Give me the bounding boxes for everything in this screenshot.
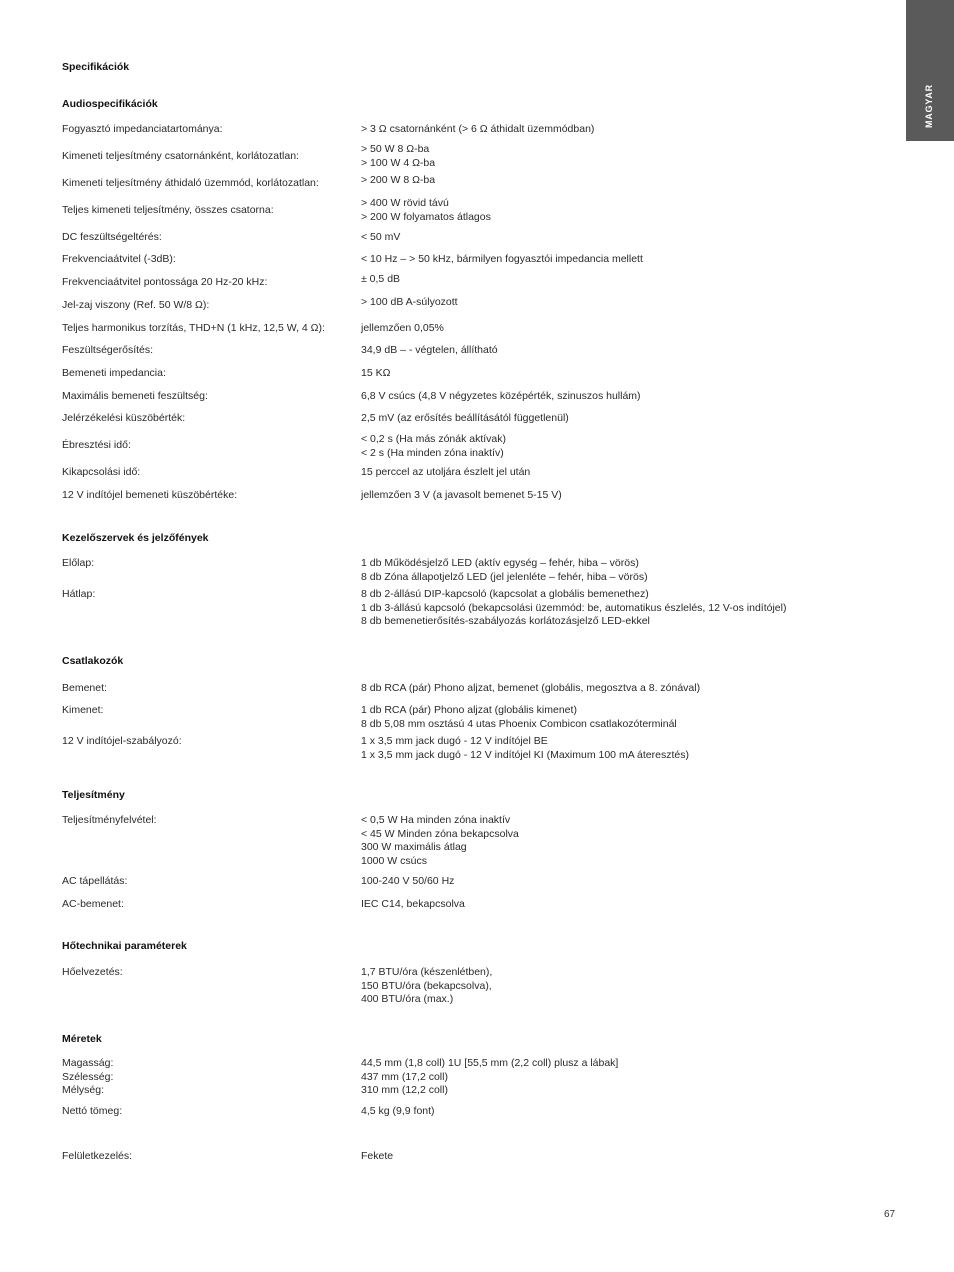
spec-label: Teljes harmonikus torzítás, THD+N (1 kHz, 12,5 W, 4 Ω): (62, 322, 325, 334)
spec-label: Előlap: (62, 557, 95, 569)
spec-value-line: 2,5 mV (az erősítés beállításától függetlenül) (361, 412, 569, 424)
language-tab-label: MAGYAR (924, 84, 935, 128)
spec-label: Kikapcsolási idő: (62, 466, 141, 478)
section-title-power: Teljesítmény (62, 789, 125, 801)
spec-value (361, 143, 881, 170)
spec-value (361, 322, 881, 336)
spec-value (361, 390, 881, 404)
spec-label-line: Mélység: (62, 1084, 105, 1097)
spec-value-line: > 3 Ω csatornánként (> 6 Ω áthidalt üzemmódban) (361, 123, 595, 135)
spec-label: Teljesítményfelvétel: (62, 814, 157, 826)
spec-value-line: 8 db 2-állású DIP-kapcsoló (kapcsolat a globális bemenethez) (361, 588, 649, 600)
spec-value-line: < 45 W Minden zóna bekapcsolva (361, 827, 519, 840)
spec-value-line: 1 db Működésjelző LED (aktív egység – fehér, hiba – vörös) (361, 557, 639, 569)
spec-value-line: 8 db bemenetierősítés-szabályozás korlátozásjelző LED-ekkel (361, 615, 650, 628)
spec-value-line: 15 KΩ (361, 367, 391, 379)
spec-value-line: 1 db RCA (pár) Phono aljzat (globális kimenet) (361, 704, 577, 716)
spec-value (361, 197, 881, 224)
spec-value (361, 966, 881, 1007)
spec-value (361, 682, 881, 696)
spec-value (361, 296, 881, 310)
spec-label: Maximális bemeneti feszültség: (62, 390, 208, 402)
spec-label: Kimenet: (62, 704, 104, 716)
page-number: 67 (884, 1209, 896, 1220)
spec-value-line: < 10 Hz – > 50 kHz, bármilyen fogyasztói impedancia mellett (361, 253, 643, 265)
spec-label: Bemeneti impedancia: (62, 367, 166, 379)
spec-label: Kimeneti teljesítmény csatornánként, korlátozatlan: (62, 150, 299, 162)
spec-value-line: 100-240 V 50/60 Hz (361, 875, 455, 887)
spec-value-line: 1 db 3-állású kapcsoló (bekapcsolási üzemmód: be, automatikus észlelés, 12 V-os indítójel) (361, 601, 787, 614)
spec-value (361, 466, 881, 480)
spec-value-line: 300 W maximális átlag (361, 841, 467, 854)
spec-label: Jel-zaj viszony (Ref. 50 W/8 Ω): (62, 299, 210, 311)
spec-label: Bemenet: (62, 682, 107, 694)
spec-value (361, 433, 881, 460)
spec-label: 12 V indítójel-szabályozó: (62, 735, 182, 747)
spec-value-line: 437 mm (17,2 coll) (361, 1070, 448, 1083)
spec-label: 12 V indítójel bemeneti küszöbértéke: (62, 489, 238, 501)
spec-label: Hőelvezetés: (62, 966, 123, 978)
spec-value-line: 310 mm (12,2 coll) (361, 1084, 448, 1097)
spec-value (361, 344, 881, 358)
spec-label: Frekvenciaátvitel pontossága 20 Hz-20 kHz: (62, 276, 268, 288)
spec-value-line: > 50 W 8 Ω-ba (361, 143, 430, 155)
spec-label: AC-bemenet: (62, 898, 124, 910)
spec-value-line: 1 x 3,5 mm jack dugó - 12 V indítójel BE (361, 735, 548, 747)
spec-value (361, 704, 881, 731)
spec-value-line: 8 db RCA (pár) Phono aljzat, bemenet (globális, megosztva a 8. zónával) (361, 682, 701, 694)
spec-label: Nettó tömeg: (62, 1105, 123, 1117)
spec-label-line: Szélesség: (62, 1070, 114, 1083)
spec-value-line: 34,9 dB – - végtelen, állítható (361, 344, 498, 356)
spec-value (361, 735, 881, 762)
spec-value-line: > 100 dB A-súlyozott (361, 296, 458, 308)
spec-value (361, 412, 881, 426)
spec-label: Teljes kimeneti teljesítmény, összes csatorna: (62, 204, 274, 216)
spec-value (361, 1105, 881, 1119)
section-title-thermal: Hőtechnikai paraméterek (62, 940, 187, 952)
section-title-connectors: Csatlakozók (62, 655, 124, 667)
spec-value-line: < 50 mV (361, 231, 401, 243)
spec-value (361, 367, 881, 381)
spec-value (361, 588, 881, 629)
spec-value-line: 6,8 V csúcs (4,8 V négyzetes középérték, szinuszos hullám) (361, 390, 641, 402)
language-tab (906, 0, 954, 141)
spec-value (361, 123, 881, 137)
spec-value (361, 253, 881, 267)
spec-value (361, 231, 881, 245)
spec-value (361, 1057, 881, 1098)
spec-value-line: 1000 W csúcs (361, 854, 427, 867)
section-title-controls: Kezelőszervek és jelzőfények (62, 532, 209, 544)
spec-value-line: ± 0,5 dB (361, 273, 401, 285)
spec-value-line: 1 x 3,5 mm jack dugó - 12 V indítójel KI (Maximum 100 mA áteresztés) (361, 748, 689, 761)
spec-label-line: Magasság: (62, 1057, 114, 1069)
spec-label: Jelérzékelési küszöbérték: (62, 412, 186, 424)
spec-value-line: 44,5 mm (1,8 coll) 1U [55,5 mm (2,2 coll) plusz a lábak] (361, 1057, 619, 1069)
spec-value (361, 1150, 881, 1164)
spec-value-line: > 200 W 8 Ω-ba (361, 174, 436, 186)
spec-label: AC tápellátás: (62, 875, 128, 887)
spec-value-line: 8 db Zóna állapotjelző LED (jel jelenléte – fehér, hiba – vörös) (361, 570, 648, 583)
spec-label: DC feszültségeltérés: (62, 231, 162, 243)
spec-label (62, 1057, 352, 1098)
page-title: Specifikációk (62, 61, 130, 73)
spec-value-line: IEC C14, bekapcsolva (361, 898, 465, 910)
spec-label: Hátlap: (62, 588, 96, 600)
spec-value-line: < 0,5 W Ha minden zóna inaktív (361, 814, 511, 826)
section-title-audio: Audiospecifikációk (62, 98, 158, 110)
spec-value-line: < 0,2 s (Ha más zónák aktívak) (361, 433, 507, 445)
spec-label: Felületkezelés: (62, 1150, 133, 1162)
spec-value-line: 8 db 5,08 mm osztású 4 utas Phoenix Combicon csatlakozóterminál (361, 717, 677, 730)
spec-value-line: > 100 W 4 Ω-ba (361, 156, 436, 169)
spec-value (361, 174, 881, 188)
spec-value-line: Fekete (361, 1150, 394, 1162)
spec-value-line: 400 BTU/óra (max.) (361, 993, 454, 1006)
spec-label: Kimeneti teljesítmény áthidaló üzemmód, korlátozatlan: (62, 177, 319, 189)
spec-value-line: > 400 W rövid távú (361, 197, 449, 209)
section-title-dimensions: Méretek (62, 1033, 102, 1045)
spec-value-line: > 200 W folyamatos átlagos (361, 210, 491, 223)
spec-value-line: 4,5 kg (9,9 font) (361, 1105, 435, 1117)
spec-label: Fogyasztó impedanciatartománya: (62, 123, 223, 135)
spec-value-line: < 2 s (Ha minden zóna inaktív) (361, 446, 504, 459)
spec-value-line: 1,7 BTU/óra (készenlétben), (361, 966, 493, 978)
spec-value (361, 875, 881, 889)
spec-value (361, 898, 881, 912)
spec-value-line: jellemzően 0,05% (361, 322, 444, 334)
spec-value (361, 814, 881, 868)
spec-value-line: 150 BTU/óra (bekapcsolva), (361, 979, 492, 992)
spec-value (361, 489, 881, 503)
spec-label: Frekvenciaátvitel (-3dB): (62, 253, 176, 265)
spec-value-line: 15 perccel az utoljára észlelt jel után (361, 466, 531, 478)
spec-value (361, 557, 881, 584)
spec-value (361, 273, 881, 287)
spec-label: Feszültségerősítés: (62, 344, 154, 356)
spec-label: Ébresztési idő: (62, 439, 131, 451)
spec-value-line: jellemzően 3 V (a javasolt bemenet 5-15 V) (361, 489, 562, 501)
